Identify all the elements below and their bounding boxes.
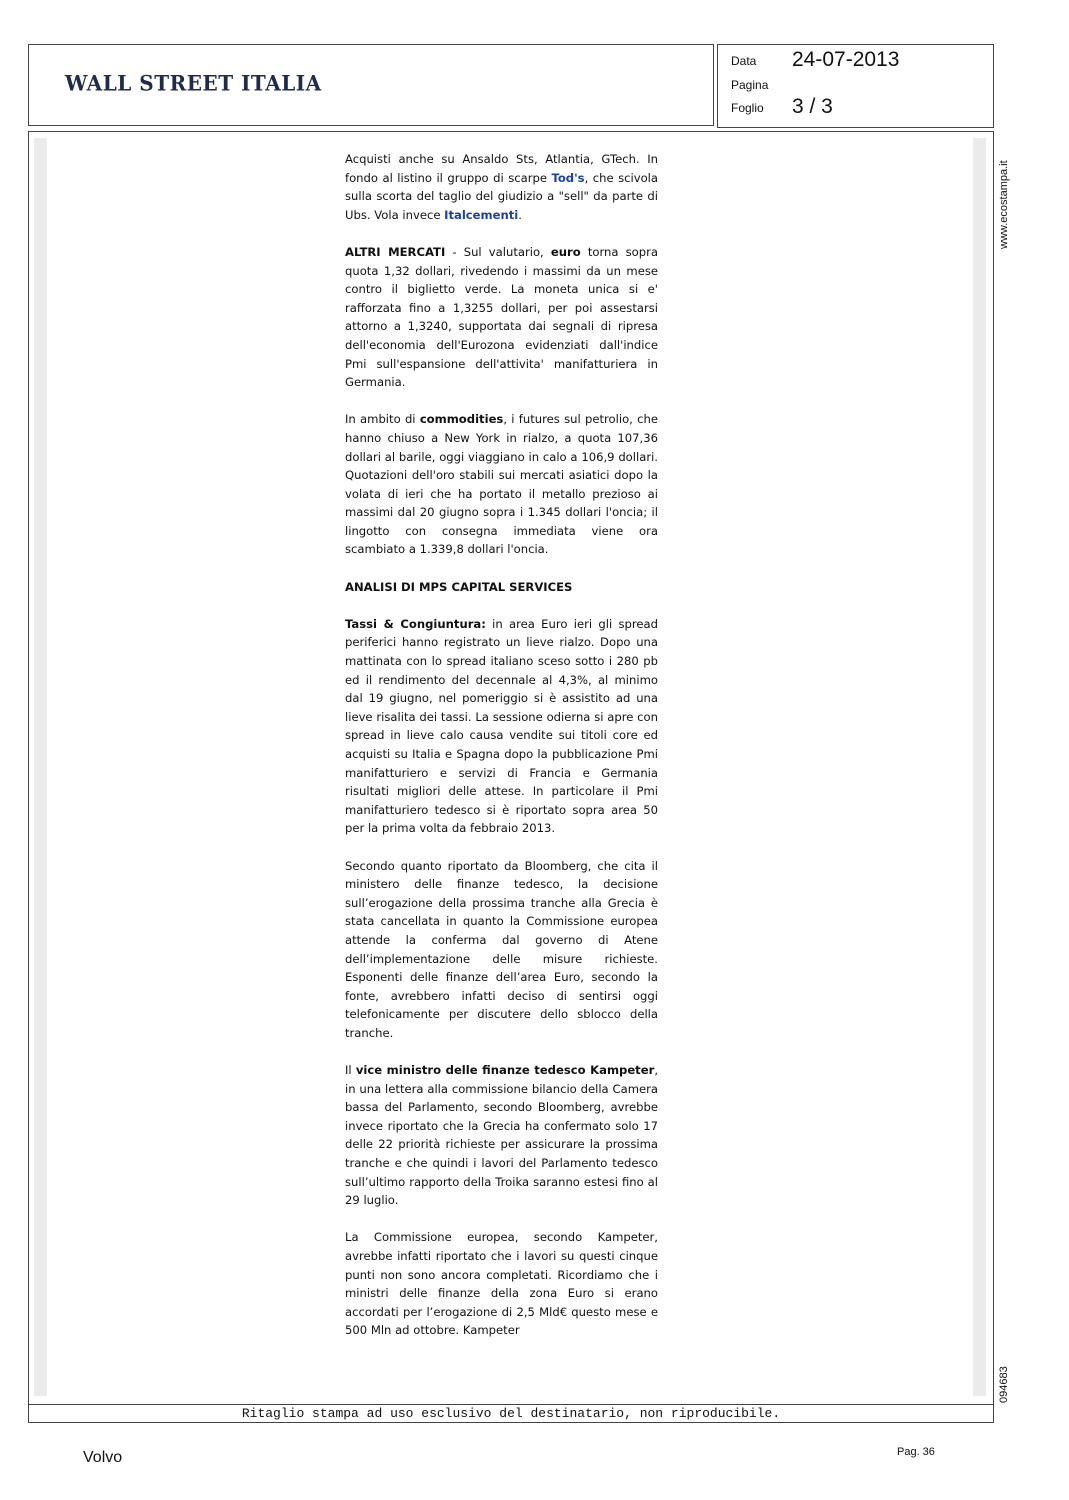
footer-client: Volvo <box>83 1449 123 1466</box>
foglio-value: 3 / 3 <box>792 95 833 118</box>
ecostampa-website: www.ecostampa.it <box>998 160 1010 249</box>
paragraph-equities: Acquisti anche su Ansaldo Sts, Atlantia, GTech. In fondo al listino il gruppo di scarpe Tod's, che scivola sulla scorta del taglio del giudizio a "sell" da parte di Ubs. Vola invece Italcementi. <box>345 152 658 222</box>
paragraph-altri-mercati: ALTRI MERCATI - Sul valutario, euro torna sopra quota 1,32 dollari, rivedendo i massimi da un mese contro il biglietto verde. La moneta unica si e' rafforzata fino a 1,3255 dollari, per poi assestarsi attorno a 1,3240, supportata dai segnali di ripresa dell'economia dell'Eurozona evidenziati dall'indice Pmi sull'espansione dell'attivita' manifatturiera in Germania. <box>345 244 658 390</box>
paragraph-commodities: In ambito di commodities, i futures sul petrolio, che hanno chiuso a New York in rialzo, a quota 107,36 dollari al barile, oggi viaggiano in calo a 106,9 dollari. Quotazioni dell'oro stabili sui mercati asiatici dopo la volata di ieri che ha portato il metallo prezioso ai massimi dal 20 giugno sopra i 1.345 dollari l'oncia; il lingotto con consegna immediata viene ora scambiato a 1.339,8 dollari l'oncia. <box>345 412 658 557</box>
foglio-label: Foglio <box>731 101 764 115</box>
pagina-label: Pagina <box>731 78 769 92</box>
link-italcementi[interactable]: Italcementi <box>444 207 519 222</box>
masthead-box <box>28 44 714 126</box>
lead-kampeter: vice ministro delle finanze tedesco Kampeter <box>355 1063 655 1078</box>
clipping-meta-box <box>717 44 994 128</box>
left-margin-strip <box>34 138 47 1396</box>
paragraph-bloomberg: Secondo quanto riportato da Bloomberg, che cita il ministero delle finanze tedesco, la decisione sull’erogazione della prossima tranche alla Grecia è stata cancellata in quanto la Commissione europea attende la conferma dal governo di Atene dell’implementazione delle misure richieste. Esponenti delle finanze dell’area Euro, secondo la fonte, avrebbero infatti deciso di sentirsi oggi telefonicamente per discutere dello sblocco della tranche. <box>345 858 658 1040</box>
right-margin-strip <box>973 138 986 1396</box>
paragraph-commissione: La Commissione europea, secondo Kampeter, avrebbe infatti riportato che i lavori su questi cinque punti non sono ancora completati. Ricordiamo che i ministri delle finanze della zona Euro si erano accordati per l’erogazione di 2,5 Mld€ questo mese e 500 Mln ad ottobre. Kampeter <box>345 1230 658 1338</box>
paragraph-kampeter: Il vice ministro delle finanze tedesco Kampeter, in una lettera alla commissione bilancio della Camera bassa del Parlamento, secondo Bloomberg, avrebbe invece riportato che la Grecia ha confermato solo 17 delle 22 priorità richieste per assicurare la prossima tranche e che quindi i lavori del Parlamento tedesco sull’ultimo rapporto della Troika saranno estesi fino al 29 luglio. <box>345 1063 658 1208</box>
footer-page-number: Pag. 36 <box>897 1446 935 1458</box>
lead-tassi: Tassi & Congiuntura: <box>345 616 486 631</box>
link-tods[interactable]: Tod's <box>551 170 585 185</box>
data-label: Data <box>731 54 757 68</box>
article-body <box>345 150 658 1400</box>
data-value: 24-07-2013 <box>792 48 900 71</box>
paragraph-tassi: Tassi & Congiuntura: in area Euro ieri gli spread periferici hanno registrato un lieve rialzo. Dopo una mattinata con lo spread italiano sceso sotto i 280 pb ed il rendimento del decennale al 4,3%, al minimo dal 19 giugno, nel pomeriggio si è assistito ad una lieve risalita dei tassi. La sessione odierna si apre con spread in lieve calo causa vendite sui titoli core ed acquisti su Italia e Spagna dopo la pubblicazione Pmi manifatturiero e servizi di Francia e Germania risultati migliori delle attese. In particolare il Pmi manifatturiero tedesco si è riportato sopra area 50 per la prima volta da febbraio 2013. <box>345 616 658 836</box>
clipping-code: 094683 <box>998 1366 1010 1403</box>
publication-masthead: WALL STREET ITALIA <box>65 70 322 96</box>
lead-altri-mercati: ALTRI MERCATI <box>345 244 446 259</box>
section-heading-mps: ANALISI DI MPS CAPITAL SERVICES <box>345 579 573 594</box>
reproduction-notice: Ritaglio stampa ad uso esclusivo del destinatario, non riproducibile. <box>241 1406 781 1421</box>
